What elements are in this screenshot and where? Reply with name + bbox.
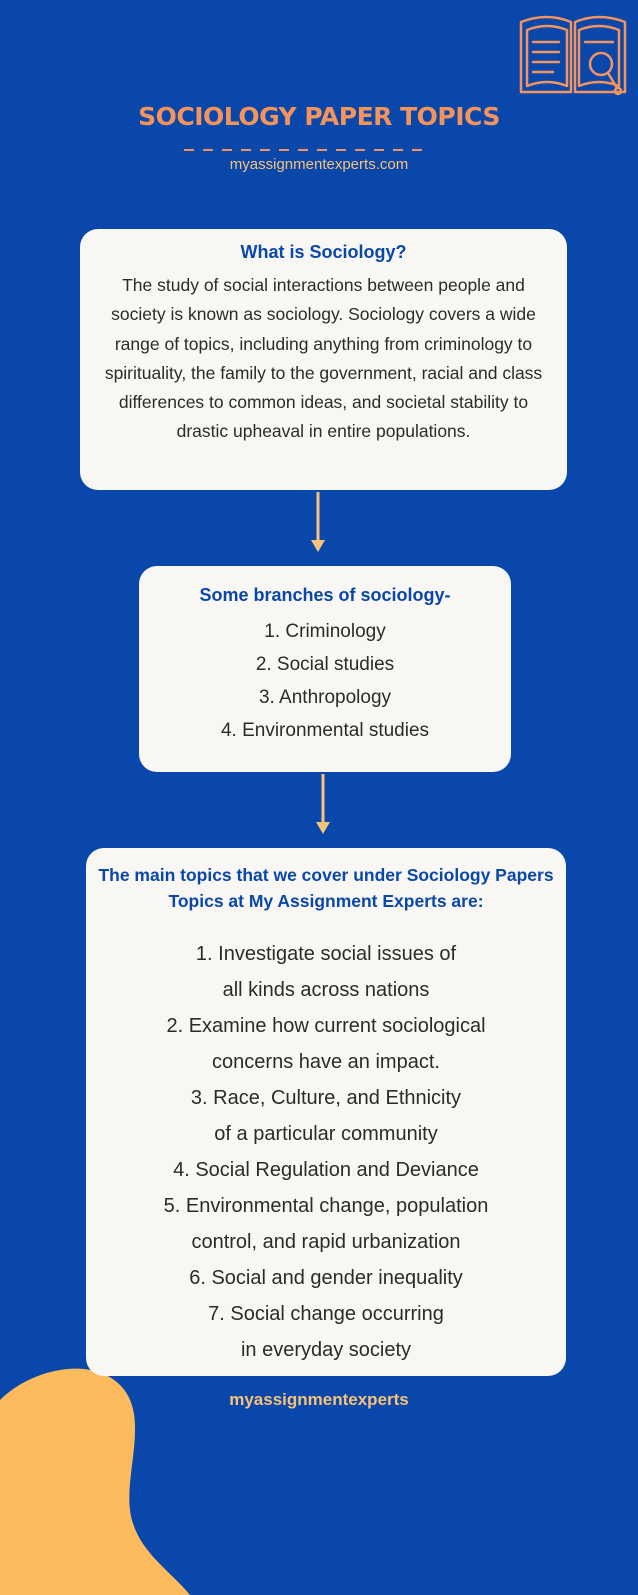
list-item: 2. Examine how current sociological concerns have an impact. (166, 1015, 486, 1073)
list-item: 7. Social change occurring in everyday society (208, 1303, 444, 1361)
dashed-divider (184, 147, 426, 153)
what-is-sociology-card (80, 229, 567, 490)
branches-list (149, 615, 501, 747)
footer-brand: myassignmentexperts (229, 1390, 409, 1409)
branches-heading: Some branches of sociology- (199, 585, 451, 605)
open-book-magnifier-icon (517, 8, 629, 104)
down-arrow-icon (313, 774, 333, 836)
list-item: 6. Social and gender inequality (189, 1267, 463, 1289)
list-item: 1. Criminology (264, 621, 386, 642)
list-item: 3. Race, Culture, and Ethnicity of a particular community (190, 1087, 462, 1145)
main-topics-list (96, 936, 556, 1368)
main-topics-heading: The main topics that we cover under Sociology Papers Topics at My Assignment Experts are: (98, 865, 554, 911)
branches-card (139, 566, 511, 772)
site-url: myassignmentexperts.com (229, 156, 409, 173)
down-arrow-icon (308, 492, 328, 554)
list-item: 4. Social Regulation and Deviance (173, 1159, 479, 1181)
what-is-sociology-body: The study of social interactions between people and society is known as sociology. Sociology covers a wide range of topics, including anything from criminology to spirituality, the family to the government, racial and class differences to common ideas, and societal stability to drastic upheaval in entire populations. (104, 275, 543, 442)
list-item: 3. Anthropology (258, 687, 392, 708)
main-topics-card (86, 848, 566, 1376)
list-item: 2. Social studies (255, 654, 395, 675)
list-item: 5. Environmental change, population control, and rapid urbanization (163, 1195, 489, 1253)
page-title: SOCIOLOGY PAPER TOPICS (138, 102, 500, 131)
what-is-sociology-heading: What is Sociology? (240, 242, 407, 262)
list-item: 1. Investigate social issues of all kinds across nations (195, 943, 457, 1001)
list-item: 4. Environmental studies (220, 720, 430, 741)
